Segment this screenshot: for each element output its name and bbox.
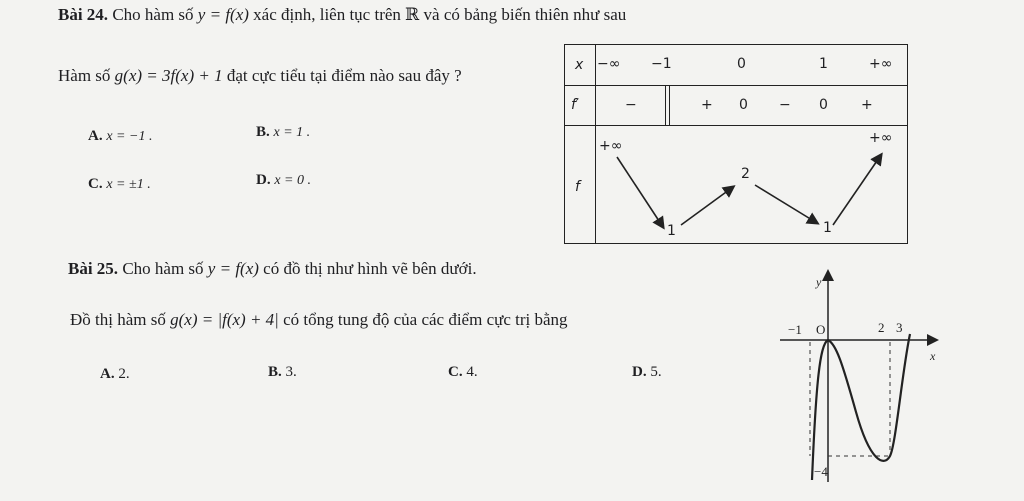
f-row-label: f — [575, 179, 580, 195]
variation-arrows — [565, 45, 909, 245]
decrease-arrow — [755, 185, 817, 223]
bai24-option-c[interactable] — [88, 176, 151, 193]
x-value: −1 — [651, 56, 672, 72]
option-label: C. — [88, 176, 103, 192]
x-tick-minus1: −1 — [788, 322, 802, 337]
option-value: 5. — [650, 364, 662, 380]
bai24-question — [58, 66, 462, 86]
f-value: 2 — [741, 166, 750, 182]
fprime-sign: 0 — [739, 97, 748, 113]
x-axis-label: x — [930, 349, 936, 363]
option-value: 3. — [285, 364, 297, 380]
option-label: A. — [100, 366, 115, 382]
y-tick-minus4: −4 — [814, 464, 828, 479]
option-label: B. — [256, 124, 270, 140]
fprime-sign: + — [701, 97, 713, 113]
fprime-sign: − — [625, 97, 637, 113]
origin-label: O — [816, 322, 826, 337]
option-value: x = −1 . — [106, 129, 153, 144]
option-label: D. — [256, 172, 271, 188]
function-graph — [780, 262, 950, 492]
option-label: C. — [448, 364, 463, 380]
f-value: 1 — [823, 220, 832, 236]
x-tick-3: 3 — [896, 320, 903, 335]
bai24-stem: Cho hàm số — [112, 5, 194, 24]
bai25-option-c[interactable] — [448, 364, 478, 381]
x-tick-2: 2 — [878, 320, 885, 335]
fprime-sign: 0 — [819, 97, 828, 113]
x-value: −∞ — [597, 56, 621, 72]
bai25-g-expr: g(x) = |f(x) + 4| — [170, 310, 279, 329]
bai24-title: Bài 24. — [58, 5, 109, 24]
option-value: 4. — [466, 364, 478, 380]
option-label: D. — [632, 364, 647, 380]
bai25-option-a[interactable] — [100, 366, 130, 383]
bai25-stem: Cho hàm số — [122, 259, 204, 278]
bai24-question-rest: đạt cực tiểu tại điểm nào sau đây ? — [226, 66, 462, 85]
f-value: +∞ — [869, 130, 893, 146]
x-value: +∞ — [869, 56, 893, 72]
f-value: 1 — [667, 223, 676, 239]
fprime-sign: − — [779, 97, 791, 113]
f-value: +∞ — [599, 138, 623, 154]
bai25-stem-rest: có đồ thị như hình vẽ bên dưới. — [263, 259, 477, 278]
variation-table — [564, 44, 908, 244]
bai24-option-b[interactable] — [256, 124, 310, 141]
x-value: 1 — [819, 56, 828, 72]
bai24-g-expr: g(x) = 3f(x) + 1 — [114, 66, 223, 85]
x-row-label: x — [575, 57, 584, 73]
option-value: x = 1 . — [273, 125, 311, 140]
option-value: x = ±1 . — [106, 177, 151, 192]
fprime-row-label: f′ — [571, 97, 580, 113]
fprime-sign: + — [861, 97, 873, 113]
increase-arrow — [681, 187, 733, 225]
bai25-option-b[interactable] — [268, 364, 297, 381]
option-label: B. — [268, 364, 282, 380]
bai24-option-a[interactable] — [88, 128, 152, 145]
x-value: 0 — [737, 56, 746, 72]
increase-arrow — [833, 155, 881, 225]
bai25-question-rest: có tổng tung độ của các điểm cực trị bằng — [283, 310, 568, 329]
bai24-stem-rest: xác định, liên tục trên ℝ và có bảng biến thiên như sau — [253, 5, 627, 24]
bai25-title: Bài 25. — [68, 259, 119, 278]
bai24-question-start: Hàm số — [58, 66, 111, 85]
y-axis-label: y — [816, 275, 822, 289]
decrease-arrow — [617, 157, 663, 227]
bai25-question-start: Đồ thị hàm số — [70, 310, 166, 329]
option-label: A. — [88, 128, 103, 144]
bai25-func: y = f(x) — [207, 259, 259, 278]
bai25-stem-line — [68, 259, 477, 279]
option-value: 2. — [118, 366, 130, 382]
bai24-func: y = f(x) — [197, 5, 249, 24]
curve-f — [812, 334, 910, 480]
option-value: x = 0 . — [274, 173, 312, 188]
bai24-option-d[interactable] — [256, 172, 311, 189]
bai25-option-d[interactable] — [632, 364, 662, 381]
bai24-stem-line — [58, 5, 626, 25]
bai25-question — [70, 310, 568, 330]
